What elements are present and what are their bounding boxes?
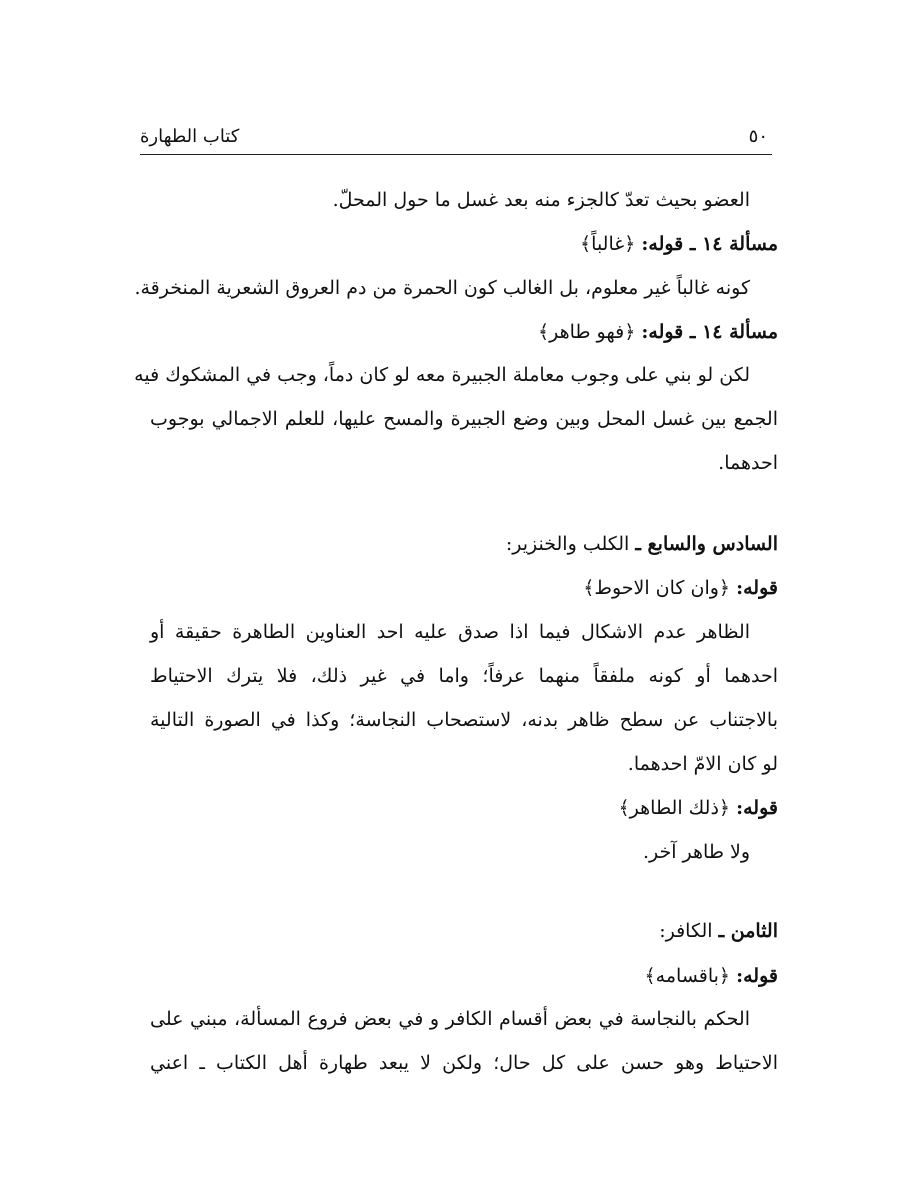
quote-label: قوله:: [736, 797, 778, 819]
quoted-phrase: ﴿وان كان الاحوط﴾: [583, 577, 731, 599]
running-title: كتاب الطهارة: [140, 126, 240, 147]
issue-heading: [150, 230, 778, 258]
paragraph-line: الجمع بين غسل المحل وبين وضع الجبيرة والمسح عليها، للعلم الاجمالي بوجوب: [150, 408, 778, 430]
section-heading-bold: الثامن ـ: [718, 920, 778, 942]
paragraph-line: الاحتياط وهو حسن على كل حال؛ ولكن لا يبعد طهارة أهل الكتاب ـ اعني: [150, 1052, 778, 1074]
quote-heading: [150, 574, 778, 602]
quote-label: قوله:: [736, 965, 778, 987]
section-heading-rest: الكافر:: [659, 920, 713, 942]
quoted-phrase: ﴿ذلك الطاهر﴾: [618, 797, 731, 819]
issue-label: مسألة ١٤ ـ قوله:: [641, 233, 778, 255]
paragraph-line: الحكم بالنجاسة في بعض أقسام الكافر و في بعض فروع المسألة، مبني على: [150, 1008, 750, 1030]
paragraph-line: العضو بحيث تعدّ كالجزء منه بعد غسل ما حول المحلّ.: [332, 189, 750, 211]
paragraph-line: احدهما.: [718, 452, 778, 474]
quoted-phrase: ﴿فهو طاهر﴾: [537, 321, 636, 343]
paragraph-line: احدهما أو كونه ملفقاً منهما عرفاً؛ واما في غير ذلك، فلا يترك الاحتياط: [150, 665, 778, 687]
page-header: [140, 124, 772, 155]
quote-label: قوله:: [736, 577, 778, 599]
paragraph-line: لو كان الامّ احدهما.: [627, 753, 778, 775]
section-heading-rest: الكلب والخنزير:: [505, 533, 630, 555]
quote-heading: [150, 794, 778, 822]
issue-heading: [150, 318, 778, 346]
paragraph-line: لكن لو بني على وجوب معاملة الجبيرة معه لو كان دماً، وجب في المشكوك فيه: [134, 364, 750, 386]
quoted-phrase: ﴿باقسامه﴾: [644, 965, 731, 987]
paragraph-line: الظاهر عدم الاشكال فيما اذا صدق عليه احد العناوين الطاهرة حقيقة أو: [150, 621, 750, 643]
issue-label: مسألة ١٤ ـ قوله:: [641, 321, 778, 343]
section-heading-bold: السادس والسابع ـ: [635, 533, 778, 555]
section-heading: [150, 530, 778, 558]
paragraph-line: كونه غالباً غير معلوم، بل الغالب كون الحمرة من دم العروق الشعرية المنخرقة.: [134, 277, 750, 299]
paragraph-line: بالاجتناب عن سطح ظاهر بدنه، لاستصحاب النجاسة؛ وكذا في الصورة التالية: [150, 709, 778, 731]
section-heading: [150, 917, 778, 945]
paragraph-line: ولا طاهر آخر.: [642, 841, 750, 863]
page-number: ٥٠: [748, 126, 768, 147]
quoted-phrase: ﴿غالباً﴾: [580, 233, 636, 255]
quote-heading: [150, 962, 778, 990]
